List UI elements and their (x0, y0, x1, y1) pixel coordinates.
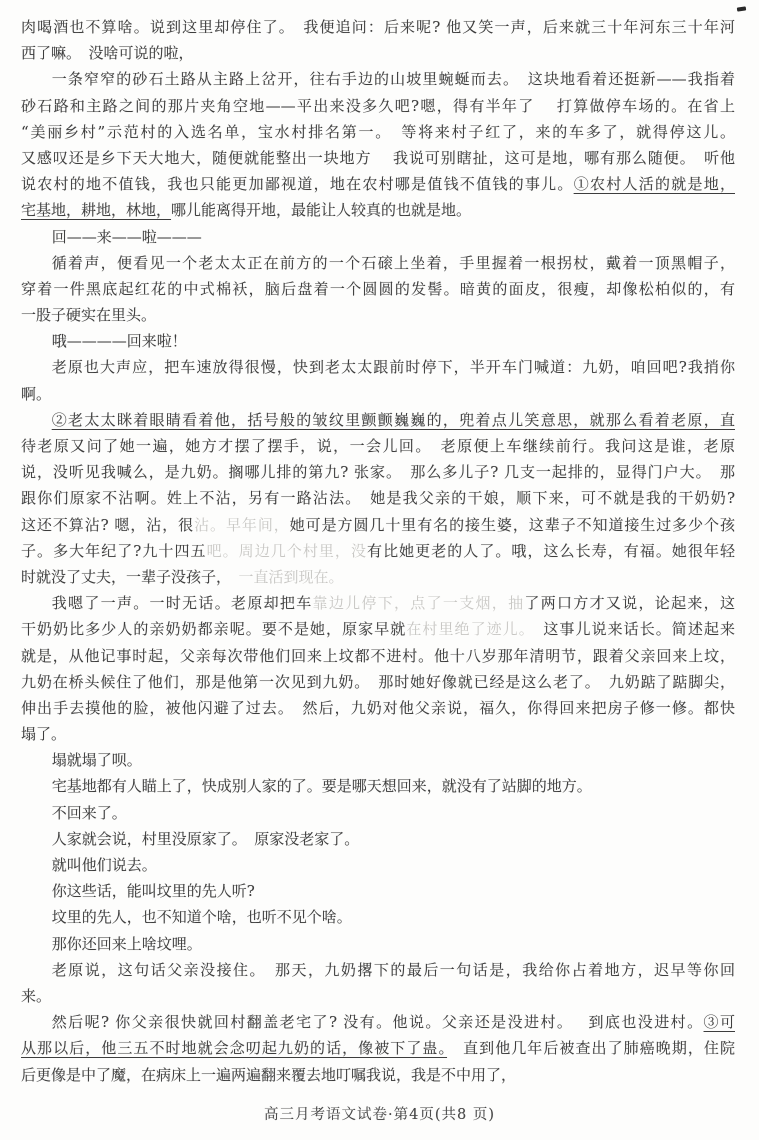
text-line (21, 302, 735, 328)
text-line (21, 904, 735, 930)
text-segment: 肉喝酒也不算啥。说到这里却停住了。 我便追问：后来呢? 他又笑一声，后来就三十年河东三十年河 (21, 18, 735, 36)
text-segment: 又感叹还是乡下天大地大，随便就能整出一块地方 我说可别瞎扯，这可是地，哪有那么随便。 听他 (21, 148, 735, 167)
text-segment: 九奶在桥头候住了他们，那是他第一次见到九奶。 那时她好像就已经是这么老了。 九奶踮了踮脚尖， (21, 672, 735, 691)
text-line (21, 1009, 735, 1035)
text-line (21, 721, 735, 747)
underlined-segment: ②老太太眯着眼睛看着他，括号般的皱纹里颤颤巍巍的，兜着点儿笑意思，就那么看着老原，直 (51, 410, 735, 429)
text-segment: 回——来——啦——— (51, 227, 202, 246)
underlined-segment: ③可 (703, 1013, 735, 1032)
text-line (21, 669, 735, 695)
text-segment: 干奶奶比多少人的亲奶奶都亲呢。要不是她，原家早就 (21, 620, 407, 639)
text-line (21, 747, 735, 773)
text-line (21, 773, 735, 799)
text-segment: 这事儿说来话长。简述起来 (527, 620, 735, 639)
text-segment: 西了嘛。 没啥可说的啦， (21, 44, 194, 63)
text-segment: 哦————回来啦！ (51, 332, 187, 351)
text-line (21, 197, 735, 223)
text-segment: 循着声，便看见一个老太太正在前方的一个石磙上坐着，手里握着一根拐杖，戴着一顶黑帽子， (51, 253, 735, 272)
text-line (21, 852, 735, 878)
text-line (21, 538, 735, 564)
text-line (21, 1035, 735, 1061)
text-line (21, 1062, 735, 1088)
text-segment: 待老原又问了她一遍，她方才摆了摆手，说，一会儿回。 老原便上车继续前行。我问这是谁，老原 (21, 437, 735, 455)
text-segment: 老原说，这句话父亲没接住。 那天，九奶撂下的最后一句话是，我给你占着地方，迟早等你回 (51, 960, 735, 979)
text-segment: 时就没了丈夫，一辈子没孩子， (21, 567, 239, 586)
text-line (21, 643, 735, 669)
text-line (21, 66, 735, 92)
text-segment: 不回来了。 (51, 803, 127, 822)
text-segment: 说农村的地不值钱，我也只能更加鄙视道，地在农村哪是值钱不值钱的事儿。 (21, 175, 574, 194)
text-segment: 伸出手去摸他的脸，被他闪避了过去。 然后，九奶对他父亲说，福久，你得回来把房子修一修。都快 (21, 698, 735, 717)
scan-artifact (737, 6, 746, 11)
text-segment: 然后呢? 你父亲很快就回村翻盖老宅了? 没有。他说。父亲还是没进村。 到底也没进村。 (51, 1013, 704, 1032)
text-line (21, 276, 735, 302)
text-line (21, 931, 735, 957)
text-line (21, 878, 735, 904)
underlined-segment: 从那以后，他三五不时地就会念叨起九奶的话，像被下了蛊。 (21, 1039, 448, 1058)
text-line (21, 433, 735, 459)
text-segment: 这还不算沾? 嗯，沾，很 (21, 515, 195, 534)
text-line (21, 407, 735, 433)
text-segment: 她可是方圆几十里有名的接生婆，这辈子不知道接生过多少个孩 (289, 515, 735, 534)
text-line (21, 145, 735, 171)
text-segment: 一条窄窄的砂石土路从主路上岔开，往右手边的山坡里蜿蜒而去。 这块地看着还挺新——我指着 (51, 70, 735, 89)
text-segment: 有比她更老的人了。哦，这么长寿，有福。她很年轻 (367, 541, 735, 560)
underlined-segment: 宅基地，耕地，林地， (21, 201, 172, 220)
text-line (21, 957, 735, 983)
text-segment: 老原也大声应，把车速放得很慢，快到老太太跟前时停下，半开车门喊道：九奶，咱回吧?我捎你 (51, 358, 735, 377)
text-segment: 人家就会说，村里没原家了。 原家没老家了。 (51, 829, 360, 848)
text-segment: 那你还回来上啥坟哩。 (51, 934, 202, 953)
faded-segment: 靠边儿停下，点了一支烟，抽 (312, 594, 525, 613)
faded-segment: 沾。早年间， (194, 515, 290, 534)
text-line (21, 250, 735, 276)
page-body (21, 14, 735, 1088)
text-line (21, 564, 735, 590)
text-line (21, 512, 735, 538)
text-line (21, 40, 735, 66)
text-line (21, 14, 735, 40)
text-segment: 我嗯了一声。一时无话。老原却把车 (51, 594, 313, 613)
text-segment: 来。 (21, 986, 52, 1005)
text-segment: 就是，从他记事时起，父亲每次带他们回来上坟都不进村。他十八岁那年清明节，跟着父亲回来上坟， (21, 646, 735, 665)
text-segment: 一股子硬实在里头。 (21, 306, 157, 325)
faded-segment: 吧。周边几个村里，没 (206, 541, 368, 560)
text-line (21, 695, 735, 721)
text-segment: 坟里的先人，也不知道个啥，也听不见个啥。 (51, 908, 352, 927)
text-segment: 塌了。 (21, 725, 67, 744)
text-line (21, 381, 735, 407)
text-segment: 啊。 (21, 384, 52, 403)
text-segment: 穿着一件黑底起红花的中式棉袄，脑后盘着一个圆圆的发髻。暗黄的面皮，很瘦，却像松柏似的，有 (21, 279, 735, 298)
faded-segment: 一直活到现在。 (238, 567, 344, 586)
text-line (21, 590, 735, 616)
text-line (21, 354, 735, 380)
text-segment: 说，没听见我喊么，是九奶。搁哪儿排的第九? 张家。 那么多儿子? 几支一起排的，显得门户大。 那 (21, 463, 735, 482)
text-segment: 子。多大年纪了?九十四五 (21, 541, 207, 560)
text-line (21, 616, 735, 642)
text-line (21, 826, 735, 852)
text-line (21, 485, 735, 511)
text-segment: 宅基地都有人瞄上了，快成别人家的了。要是哪天想回来，就没有了站脚的地方。 (51, 777, 592, 796)
text-segment: 了两口方才又说，论起来，这 (524, 594, 735, 613)
text-segment: 后更像是中了魔，在病床上一遍两遍翻来覆去地叮嘱我说，我是不中用了， (21, 1065, 517, 1084)
text-segment: 塌就塌了呗。 (51, 751, 142, 770)
text-line (21, 800, 735, 826)
text-line (21, 328, 735, 354)
text-segment: 跟你们原家不沾啊。姓上不沾，另有一路沾法。 她是我父亲的干娘，顺下来，可不就是我的干奶奶? (21, 489, 735, 508)
text-segment: 砂石路和主路之间的那片夹角空地——平出来没多久吧?嗯，得有半年了 打算做停车场的。在省上 (21, 96, 735, 115)
text-line (21, 93, 735, 119)
underlined-segment: ①农村人活的就是地， (573, 175, 735, 194)
text-line (21, 459, 735, 485)
text-segment: 你这些话，能叫坟里的先人听? (51, 882, 255, 901)
text-line (21, 171, 735, 197)
faded-segment: 在村里绝了迹儿。 (406, 620, 528, 639)
text-segment: “美丽乡村”示范村的入选名单，宝水村排名第一。 等将来村子红了，来的车多了，就得停这儿。 (21, 122, 735, 141)
text-segment: 直到他几年后被查出了肺癌晚期，住院 (447, 1039, 735, 1058)
text-line (21, 224, 735, 250)
page-footer: 高三月考语文试卷·第4页(共8 页) (264, 1107, 495, 1123)
text-segment: 哪儿能离得开地，最能让人较真的也就是地。 (171, 201, 472, 220)
text-segment: 就叫他们说去。 (51, 856, 157, 874)
text-line (21, 119, 735, 145)
text-line (21, 983, 735, 1009)
